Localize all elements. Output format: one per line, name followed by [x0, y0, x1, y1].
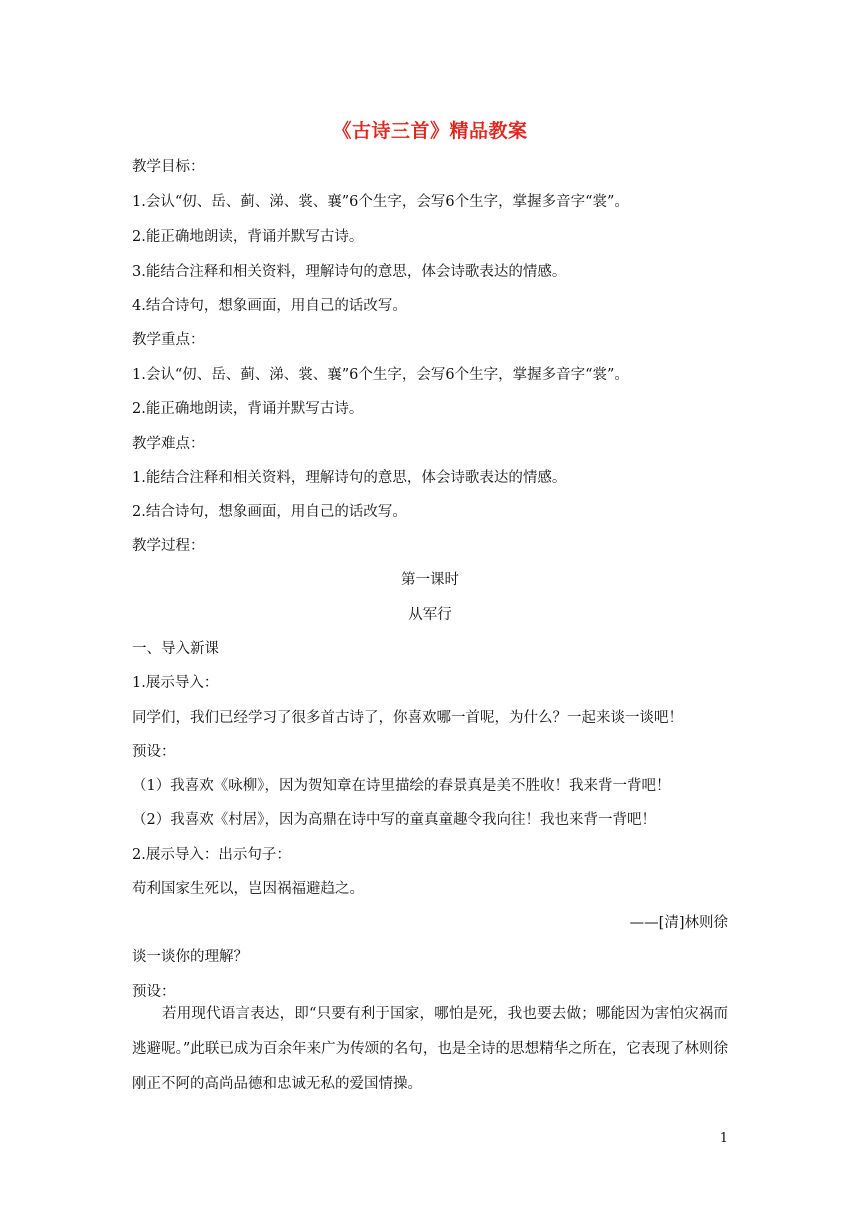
- step-subheading: 2.展示导入：出示句子：: [132, 847, 291, 863]
- key-point-item: 1.会认“仞、岳、蓟、涕、裳、襄”6个生字，会写6个生字，掌握多音字“裳”。: [132, 367, 629, 383]
- explanation-paragraph: 若用现代语言表达，即“只要有利于国家，哪怕是死，我也要去做；哪能因为害怕灾祸而逃避呢。”此联已成为百余年来广为传颂的名句，也是全诗的思想精华之所在，它表现了林则徐刚正不阿的高尚品德和忠诚无私的爱国情操。: [132, 1006, 728, 1092]
- step-subheading: 1.展示导入：: [132, 675, 219, 691]
- key-point-item: 2.能正确地朗读，背诵并默写古诗。: [132, 401, 364, 417]
- body-text: 同学们，我们已经学习了很多首古诗了，你喜欢哪一首呢，为什么？一起来谈一谈吧！: [132, 710, 683, 726]
- document-title: 《古诗三首》精品教案: [332, 120, 528, 142]
- step-heading: 一、导入新课: [132, 641, 219, 657]
- difficulty-item: 2.结合诗句，想象画面，用自己的话改写。: [132, 504, 407, 520]
- preset-item: （2）我喜欢《村居》，因为高鼎在诗中写的童真童趣令我向往！我也来背一背吧！: [132, 812, 656, 828]
- quote-text: 苟利国家生死以，岂因祸福避趋之。: [132, 881, 364, 897]
- preset-item: （1）我喜欢《咏柳》，因为贺知章在诗里描绘的春景真是美不胜收！我来背一背吧！: [132, 778, 671, 794]
- objective-item: 1.会认“仞、岳、蓟、涕、裳、襄”6个生字，会写6个生字，掌握多音字“裳”。: [132, 194, 629, 210]
- quote-attribution: ——[清]林则徐: [629, 915, 728, 931]
- section-heading-process: 教学过程：: [132, 538, 205, 554]
- objective-item: 2.能正确地朗读，背诵并默写古诗。: [132, 229, 364, 245]
- section-heading-key-points: 教学重点：: [132, 332, 205, 348]
- difficulty-item: 1.能结合注释和相关资料，理解诗句的意思，体会诗歌表达的情感。: [132, 470, 567, 486]
- preset-label: 预设：: [132, 744, 176, 760]
- lesson-period-heading: 第一课时: [401, 572, 459, 588]
- objective-item: 4.结合诗句，想象画面，用自己的话改写。: [132, 298, 407, 314]
- section-heading-objectives: 教学目标：: [132, 159, 205, 175]
- objective-item: 3.能结合注释和相关资料，理解诗句的意思，体会诗歌表达的情感。: [132, 264, 567, 280]
- section-heading-difficulties: 教学难点：: [132, 436, 205, 452]
- body-text: 谈一谈你的理解？: [132, 949, 248, 965]
- preset-label: 预设：: [132, 984, 176, 1000]
- poem-title-heading: 从军行: [408, 607, 452, 623]
- page-number: 1: [719, 1131, 728, 1146]
